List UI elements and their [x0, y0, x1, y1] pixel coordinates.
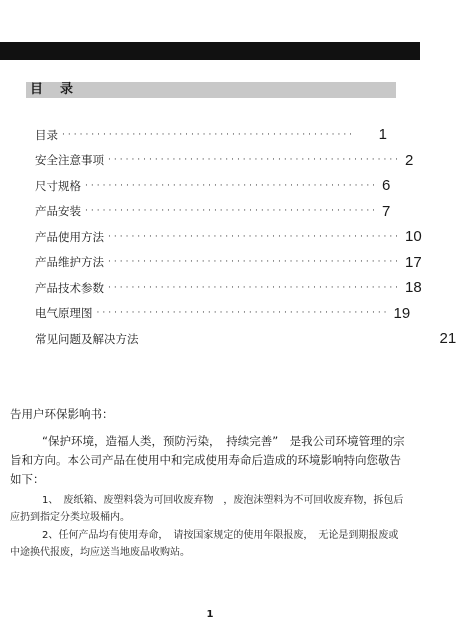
toc-row[interactable] [35, 301, 411, 327]
notice-item-2: 2、任何产品均有使用寿命， 请按国家规定的使用年限报废， 无论是到期报废或中途换代报废，均应送当地废品收购站。 [10, 530, 399, 558]
toc-row[interactable] [35, 250, 422, 276]
toc-title: 常见问题及解决方法 [35, 331, 139, 346]
toc-page-number: 2 [405, 151, 414, 169]
toc-leader: ·················································· [85, 180, 379, 191]
notice-item-1: 1、 废纸箱、废塑料袋为可回收废弃物 ，废泡沫塑料为不可回收废弃物，拆包后应扔到指定分类垃圾桶内。 [10, 495, 404, 523]
toc-row[interactable] [35, 173, 391, 199]
toc-leader: ·················································· [108, 231, 402, 242]
toc-title: 安全注意事项 [35, 153, 104, 168]
toc-leader: ·················································· [108, 257, 402, 268]
toc-leader: ·················································· [85, 206, 379, 217]
table-of-contents [35, 122, 456, 352]
toc-page-number: 19 [393, 304, 411, 322]
header-bar [0, 42, 420, 60]
toc-title: 电气原理图 [35, 306, 93, 321]
notice-title: 告用户环保影响书： [10, 407, 114, 421]
toc-leader: ·················································· [96, 308, 390, 319]
toc-row[interactable] [35, 122, 387, 148]
toc-title: 产品安装 [35, 204, 81, 219]
toc-row[interactable] [35, 326, 456, 352]
toc-title: 尺寸规格 [35, 178, 81, 193]
toc-title: 产品技术参数 [35, 280, 104, 295]
toc-page-number: 17 [405, 253, 422, 271]
notice-intro-paragraph: “保护环境，造福人类，预防污染， 持续完善” 是我公司环境管理的宗旨和方向。本公司产品在使用中和完成使用寿命后造成的环境影响特向您敬告如下： [10, 434, 405, 486]
toc-title: 目录 [35, 127, 58, 142]
toc-page-number: 7 [382, 202, 391, 220]
page-number: 1 [206, 609, 214, 620]
toc-title: 产品维护方法 [35, 255, 104, 270]
toc-page-number: 10 [405, 228, 422, 246]
toc-row[interactable] [35, 275, 422, 301]
toc-leader: ·················································· [62, 129, 356, 140]
toc-row[interactable] [35, 224, 422, 250]
toc-page-number: 1 [378, 126, 387, 144]
toc-leader: ·················································· [108, 155, 402, 166]
toc-row[interactable] [35, 148, 414, 174]
toc-page-number: 6 [382, 177, 391, 195]
toc-heading: 目 录 [26, 82, 396, 98]
toc-page-number: 18 [405, 279, 422, 297]
toc-leader: ·················································· [108, 282, 402, 293]
toc-row[interactable] [35, 199, 391, 225]
toc-page-number: 21 [439, 330, 456, 348]
toc-title: 产品使用方法 [35, 229, 104, 244]
